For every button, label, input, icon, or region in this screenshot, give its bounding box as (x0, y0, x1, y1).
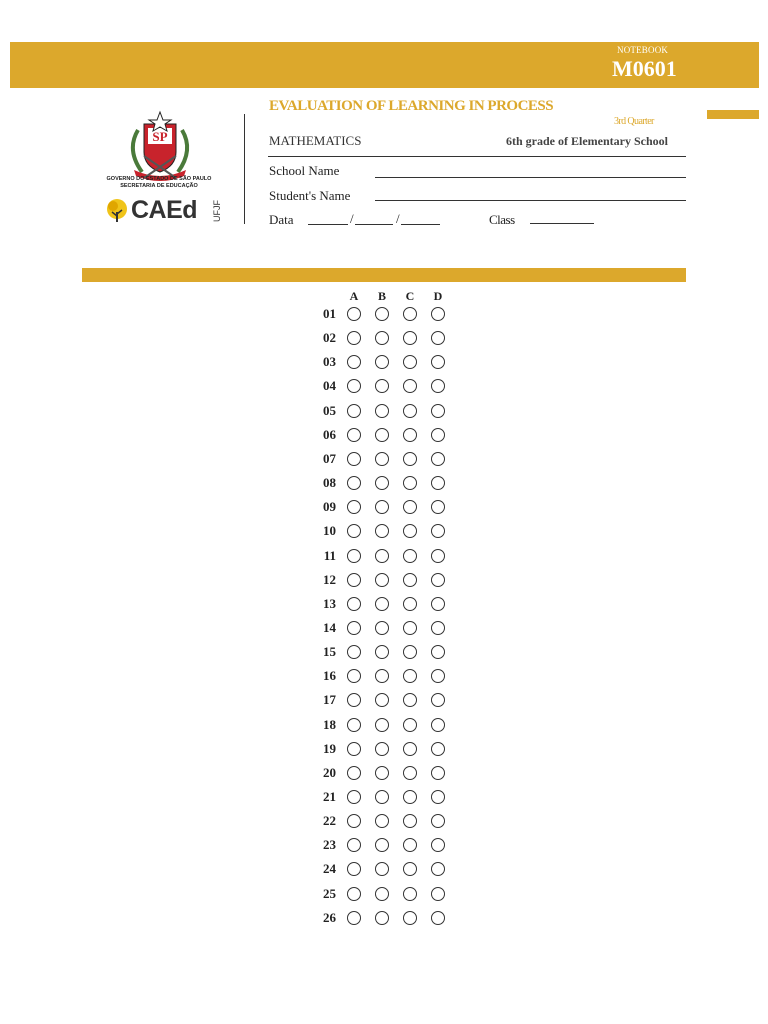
side-tab (707, 110, 759, 119)
answer-bubble-05-c[interactable] (403, 404, 417, 418)
answer-bubble-18-a[interactable] (347, 718, 361, 732)
school-name-field[interactable] (375, 177, 686, 178)
school-name-label: School Name (269, 163, 340, 178)
answer-bubble-14-d[interactable] (431, 621, 445, 635)
answer-bubble-03-a[interactable] (347, 355, 361, 369)
question-number: 25 (323, 885, 336, 901)
answer-bubble-05-d[interactable] (431, 404, 445, 418)
subject-label: MATHEMATICS (269, 133, 362, 148)
answer-bubble-18-b[interactable] (375, 718, 389, 732)
question-number: 11 (323, 547, 336, 563)
date-label: Data (269, 212, 294, 227)
answer-bubble-03-b[interactable] (375, 355, 389, 369)
answer-bubble-10-a[interactable] (347, 524, 361, 538)
answer-bubble-08-c[interactable] (403, 476, 417, 490)
question-number: 10 (323, 523, 336, 539)
answer-bubble-10-b[interactable] (375, 524, 389, 538)
answer-bubble-16-b[interactable] (375, 669, 389, 683)
answer-bubble-13-c[interactable] (403, 597, 417, 611)
answer-bubble-15-a[interactable] (347, 645, 361, 659)
option-header-a: A (349, 289, 359, 303)
quarter-label: 3rd Quarter (614, 116, 654, 127)
grade-label: 6th grade of Elementary School (506, 134, 668, 148)
answer-bubble-25-b[interactable] (375, 887, 389, 901)
answer-bubble-01-d[interactable] (431, 307, 445, 321)
answer-bubble-12-a[interactable] (347, 573, 361, 587)
answer-bubble-07-b[interactable] (375, 452, 389, 466)
answer-bubble-14-c[interactable] (403, 621, 417, 635)
answer-bubble-23-c[interactable] (403, 838, 417, 852)
question-number: 03 (323, 354, 336, 370)
question-number: 06 (323, 426, 336, 442)
option-header-d: D (433, 289, 443, 303)
option-header-b: B (377, 289, 386, 303)
answer-bubble-02-d[interactable] (431, 331, 445, 345)
answer-bubble-19-c[interactable] (403, 742, 417, 756)
answer-bubble-02-a[interactable] (347, 331, 361, 345)
answer-bubble-21-d[interactable] (431, 790, 445, 804)
svg-text:SP: SP (152, 129, 168, 144)
answer-bubble-24-b[interactable] (375, 862, 389, 876)
question-number: 26 (323, 909, 336, 925)
question-number: 22 (323, 813, 336, 829)
answer-bubble-16-c[interactable] (403, 669, 417, 683)
question-number: 02 (323, 330, 336, 346)
date-day-field[interactable] (308, 224, 348, 225)
question-number: 19 (323, 740, 336, 756)
answer-bubble-04-b[interactable] (375, 379, 389, 393)
answer-bubble-09-a[interactable] (347, 500, 361, 514)
question-number: 05 (323, 402, 336, 418)
answer-bubble-04-d[interactable] (431, 379, 445, 393)
question-number: 20 (323, 764, 336, 780)
answer-bubble-17-d[interactable] (431, 693, 445, 707)
answer-bubble-15-b[interactable] (375, 645, 389, 659)
answer-bubble-01-b[interactable] (375, 307, 389, 321)
answer-bubble-24-d[interactable] (431, 862, 445, 876)
answer-bubble-15-c[interactable] (403, 645, 417, 659)
section-bar (82, 268, 686, 282)
answer-bubble-01-c[interactable] (403, 307, 417, 321)
answer-bubble-13-b[interactable] (375, 597, 389, 611)
question-number: 07 (323, 450, 336, 466)
answer-bubble-01-a[interactable] (347, 307, 361, 321)
answer-bubble-02-b[interactable] (375, 331, 389, 345)
answer-bubble-21-a[interactable] (347, 790, 361, 804)
answer-bubble-19-d[interactable] (431, 742, 445, 756)
answer-bubble-02-c[interactable] (403, 331, 417, 345)
question-number: 21 (323, 789, 336, 804)
question-number: 18 (323, 716, 336, 732)
answer-bubble-08-a[interactable] (347, 476, 361, 490)
answer-bubble-26-d[interactable] (431, 911, 445, 925)
answer-bubble-08-d[interactable] (431, 476, 445, 490)
question-number: 14 (323, 619, 336, 635)
answer-bubble-21-b[interactable] (375, 790, 389, 804)
answer-bubble-13-d[interactable] (431, 597, 445, 611)
question-number: 04 (323, 378, 336, 394)
answer-bubble-16-d[interactable] (431, 669, 445, 683)
answer-bubble-09-c[interactable] (403, 500, 417, 514)
question-number: 01 (323, 306, 336, 321)
answer-bubble-10-d[interactable] (431, 524, 445, 538)
answer-bubble-07-d[interactable] (431, 452, 445, 466)
answer-bubble-05-a[interactable] (347, 404, 361, 418)
question-number: 12 (323, 571, 336, 587)
date-year-field[interactable] (401, 224, 440, 225)
answer-bubble-19-b[interactable] (375, 742, 389, 756)
answer-bubble-11-d[interactable] (431, 549, 445, 563)
answer-bubble-20-d[interactable] (431, 766, 445, 780)
answer-bubble-04-a[interactable] (347, 379, 361, 393)
vertical-divider (244, 114, 245, 224)
answer-bubble-17-c[interactable] (403, 693, 417, 707)
answer-bubble-07-c[interactable] (403, 452, 417, 466)
answer-bubble-24-a[interactable] (347, 862, 361, 876)
answer-bubble-12-d[interactable] (431, 573, 445, 587)
answer-bubble-20-a[interactable] (347, 766, 361, 780)
answer-bubble-14-a[interactable] (347, 621, 361, 635)
gov-line-2: SECRETARIA DE EDUCAÇÃO (120, 182, 198, 189)
answer-bubble-11-b[interactable] (375, 549, 389, 563)
gov-line-1: GOVERNO DO ESTADO DE SÃO PAULO (106, 176, 212, 182)
class-label: Class (489, 212, 515, 227)
answer-bubble-05-b[interactable] (375, 404, 389, 418)
answer-bubble-03-c[interactable] (403, 355, 417, 369)
answer-bubble-24-c[interactable] (403, 862, 417, 876)
evaluation-title: EVALUATION OF LEARNING IN PROCESS (269, 98, 554, 114)
answer-bubble-15-d[interactable] (431, 645, 445, 659)
answer-bubble-03-d[interactable] (431, 355, 445, 369)
answer-bubble-26-b[interactable] (375, 911, 389, 925)
answer-bubble-23-a[interactable] (347, 838, 361, 852)
question-number: 15 (323, 644, 336, 660)
answer-bubble-25-d[interactable] (431, 887, 445, 901)
class-field[interactable] (530, 223, 594, 224)
answer-bubble-09-d[interactable] (431, 500, 445, 514)
answer-bubble-11-a[interactable] (347, 549, 361, 563)
answer-bubble-12-c[interactable] (403, 573, 417, 587)
caed-tree-icon (104, 198, 130, 224)
answer-bubble-18-d[interactable] (431, 718, 445, 732)
answer-bubble-08-b[interactable] (375, 476, 389, 490)
answer-bubble-22-a[interactable] (347, 814, 361, 828)
answer-bubble-12-b[interactable] (375, 573, 389, 587)
date-separator-1: / (350, 211, 354, 226)
answer-bubble-06-a[interactable] (347, 428, 361, 442)
answer-bubble-18-c[interactable] (403, 718, 417, 732)
answer-bubble-06-c[interactable] (403, 428, 417, 442)
student-name-label: Student's Name (269, 188, 351, 203)
answer-bubble-26-c[interactable] (403, 911, 417, 925)
answer-bubble-13-a[interactable] (347, 597, 361, 611)
answer-bubble-19-a[interactable] (347, 742, 361, 756)
answer-bubble-22-c[interactable] (403, 814, 417, 828)
answer-bubble-04-c[interactable] (403, 379, 417, 393)
answer-bubble-09-b[interactable] (375, 500, 389, 514)
answer-bubble-17-b[interactable] (375, 693, 389, 707)
answer-bubble-16-a[interactable] (347, 669, 361, 683)
notebook-code: M0601 (612, 56, 677, 81)
government-caption (100, 176, 218, 189)
answer-bubble-21-c[interactable] (403, 790, 417, 804)
answer-bubble-06-d[interactable] (431, 428, 445, 442)
answer-bubble-23-d[interactable] (431, 838, 445, 852)
answer-bubble-06-b[interactable] (375, 428, 389, 442)
answer-bubble-22-d[interactable] (431, 814, 445, 828)
question-number: 17 (323, 692, 336, 708)
answer-bubble-20-b[interactable] (375, 766, 389, 780)
question-number: 24 (323, 861, 336, 877)
answer-bubble-23-b[interactable] (375, 838, 389, 852)
answer-bubble-14-b[interactable] (375, 621, 389, 635)
ufjf-logo-text: UFJF (212, 200, 222, 222)
answer-bubble-11-c[interactable] (403, 549, 417, 563)
question-number: 16 (323, 668, 336, 684)
option-header-c: C (405, 289, 415, 303)
answer-bubble-25-c[interactable] (403, 887, 417, 901)
date-month-field[interactable] (355, 224, 393, 225)
caed-logo-text: CAEd (131, 196, 198, 224)
answer-bubble-17-a[interactable] (347, 693, 361, 707)
student-name-field[interactable] (375, 200, 686, 201)
answer-bubble-07-a[interactable] (347, 452, 361, 466)
answer-bubble-22-b[interactable] (375, 814, 389, 828)
date-separator-2: / (396, 211, 400, 226)
question-number: 23 (323, 837, 336, 853)
notebook-label: NOTEBOOK (617, 45, 669, 55)
question-number: 08 (323, 475, 336, 491)
answer-bubble-10-c[interactable] (403, 524, 417, 538)
question-number: 09 (323, 499, 336, 515)
answer-bubble-20-c[interactable] (403, 766, 417, 780)
question-number: 13 (323, 595, 336, 611)
title-divider (268, 156, 686, 157)
answer-bubble-26-a[interactable] (347, 911, 361, 925)
answer-bubble-25-a[interactable] (347, 887, 361, 901)
